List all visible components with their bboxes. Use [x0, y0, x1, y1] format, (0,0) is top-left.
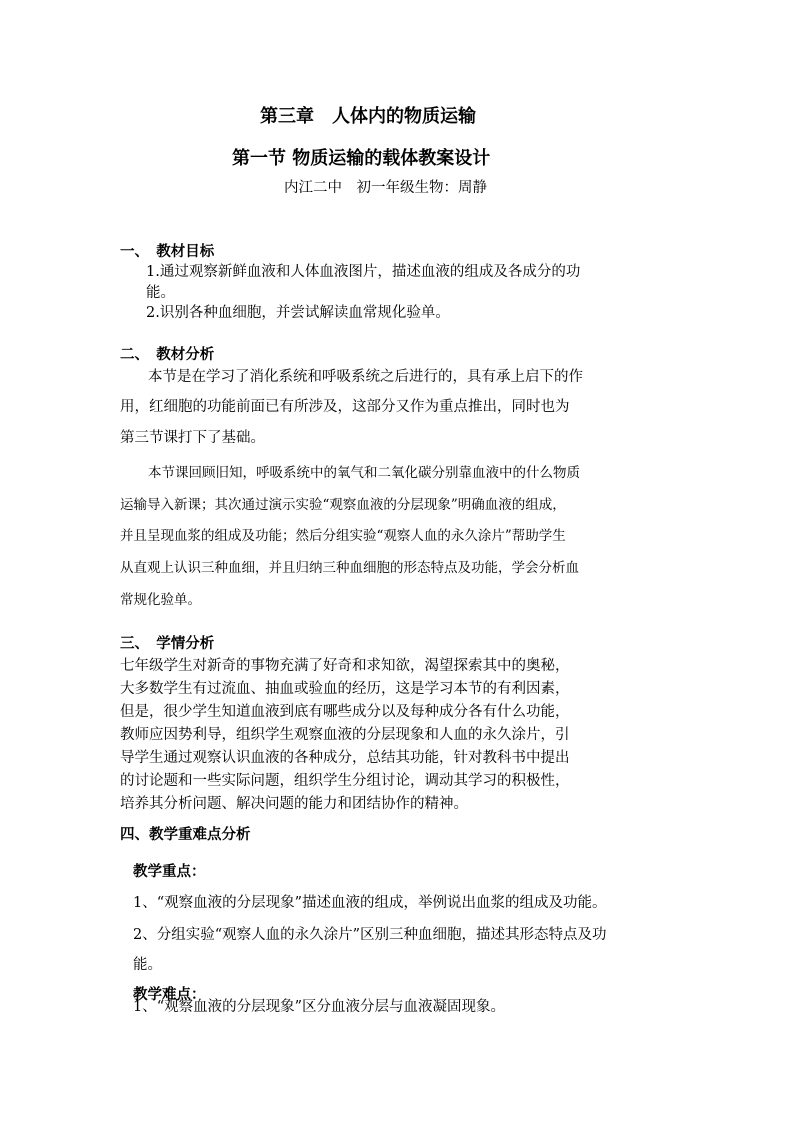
key-point-item-continuation: 能。 [133, 957, 162, 973]
section-title: 第一节 物质运输的载体教案设计 [232, 148, 491, 169]
paragraph-line: 本节是在学习了消化系统和呼吸系统之后进行的，具有承上启下的作 [148, 369, 583, 385]
paragraph-line: 从直观上认识三种血细，并且归纳三种血细胞的形态特点及功能，学会分析血 [120, 560, 579, 576]
section-heading-analysis: 二、 教材分析 [120, 346, 215, 363]
section-heading-keypoints: 四、教学重难点分析 [120, 826, 251, 843]
paragraph-line: 培养其分析问题、解决问题的能力和团结协作的精神。 [120, 796, 468, 812]
key-point-item: 1、“观察血液的分层现象”描述血液的组成，举例说出血浆的组成及功能。 [133, 895, 607, 911]
paragraph-line: 导学生通过观察认识血液的各种成分，总结其功能，针对教科书中提出 [120, 750, 570, 766]
paragraph-line: 第三节课打下了基础。 [120, 430, 265, 446]
paragraph-line: 常规化验单。 [120, 592, 201, 608]
paragraph-line: 运输导入新课；其次通过演示实验“观察血液的分层现象”明确血液的组成， [120, 497, 566, 513]
objective-item: 2.识别各种血细胞，并尝试解读血常规化验单。 [146, 305, 450, 321]
section-heading-objectives: 一、 教材目标 [120, 243, 215, 260]
author-line: 内江二中 初一年级生物：周静 [284, 180, 487, 196]
objective-item-continuation: 能。 [146, 285, 175, 301]
paragraph-line: 教师应因势利导，组织学生观察血液的分层现象和人血的永久涂片，引 [120, 727, 570, 743]
paragraph-line: 用，红细胞的功能前面已有所涉及，这部分又作为重点推出，同时也为 [120, 399, 570, 415]
paragraph-line: 本节课回顾旧知，呼吸系统中的氧气和二氧化碳分别靠血液中的什么物质 [148, 465, 580, 481]
chapter-title: 第三章 人体内的物质运输 [260, 106, 476, 127]
key-point-item: 2、分组实验“观察人血的永久涂片”区别三种血细胞，描述其形态特点及功 [133, 927, 607, 943]
paragraph-line: 的讨论题和一些实际问题，组织学生分组讨论，调动其学习的积极性， [120, 773, 570, 789]
paragraph-line: 七年级学生对新奇的事物充满了好奇和求知欲，渴望探索其中的奥秘， [120, 658, 570, 674]
paragraph-line: 并且呈现血浆的组成及功能；然后分组实验“观察人血的永久涂片”帮助学生 [120, 528, 566, 544]
objective-item: 1.通过观察新鲜血液和人体血液图片，描述血液的组成及各成分的功 [146, 264, 581, 280]
paragraph-line: 大多数学生有过流血、抽血或验血的经历，这是学习本节的有利因素， [120, 681, 570, 697]
subheading-key-points: 教学重点： [133, 863, 206, 880]
difficulty-item: 1、“观察血液的分层现象”区分血液分层与血液凝固现象。 [133, 999, 506, 1015]
section-heading-learners: 三、 学情分析 [120, 635, 215, 652]
subheading-difficulties: 教学难点： [133, 986, 206, 1003]
paragraph-line: 但是，很少学生知道血液到底有哪些成分以及每种成分各有什么功能， [120, 704, 570, 720]
